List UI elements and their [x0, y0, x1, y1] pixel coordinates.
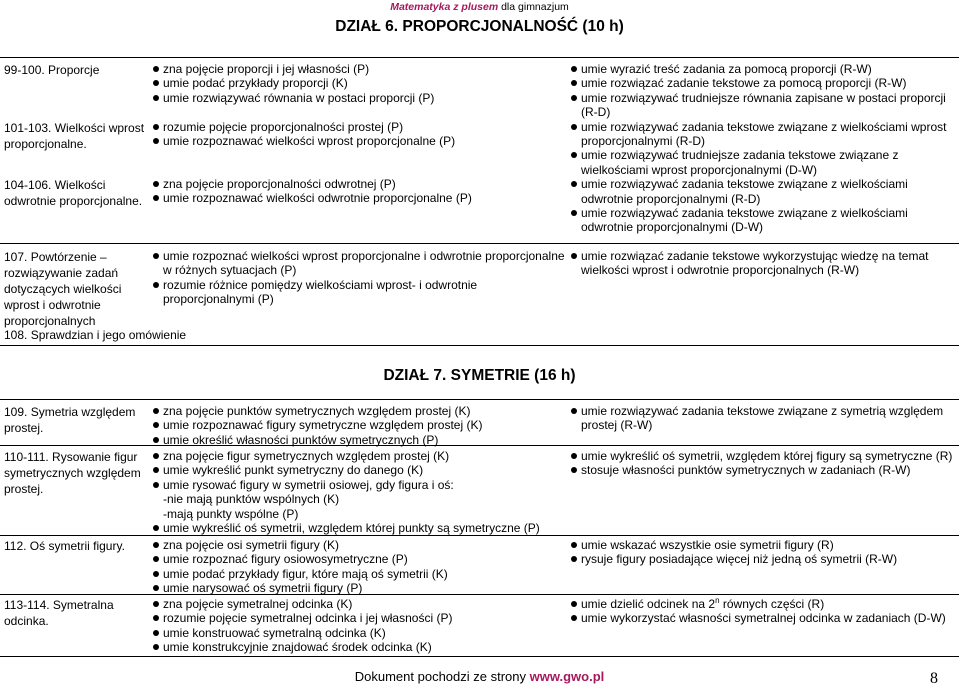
bullet-icon [571, 542, 577, 548]
bullet-icon [153, 630, 159, 636]
lesson-topic: 109. Symetria względem prostej. [4, 405, 136, 435]
list-item: rozumie różnice pomiędzy wielkościami wprost- i odwrotnie proporcjonalnymi (P) [152, 278, 567, 307]
list-item: umie rozwiązywać zadania tekstowe związane z wielkościami odwrotnie proporcjonalnymi (D-W) [570, 206, 956, 235]
page-footer [0, 668, 959, 686]
list-item: zna pojęcie proporcjonalności odwrotnej (P) [152, 177, 567, 191]
bullet-icon [571, 556, 577, 562]
list-subitem: -nie mają punktów wspólnych (K) [163, 492, 340, 507]
bullet-icon [153, 601, 159, 607]
basic-requirements [152, 538, 567, 596]
bullet-icon [571, 408, 577, 414]
bullet-icon [571, 66, 577, 72]
lesson-topic: 108. Sprawdzian i jego omówienie [4, 328, 187, 342]
list-item: umie podać przykłady proporcji (K) [152, 76, 567, 90]
list-item: umie rozpoznawać wielkości wprost proporcjonalne (P) [152, 134, 567, 148]
bullet-icon [571, 467, 577, 473]
table-rule [0, 656, 959, 657]
list-item: umie dzielić odcinek na 2$^n$ równych części (R) [570, 597, 956, 611]
bullet-icon [571, 253, 577, 259]
bullet-icon [153, 542, 159, 548]
bullet-icon [571, 615, 577, 621]
list-item: umie wyrazić treść zadania za pomocą proporcji (R-W) [570, 62, 956, 76]
list-item: umie rozwiązywać zadania tekstowe związane z wielkościami wprost proporcjonalnymi (R-D) [570, 120, 956, 149]
list-item: umie wykreślić oś symetrii, względem której figury są symetryczne (R) [570, 449, 956, 463]
list-item: umie wykreślić punkt symetryczny do danego (K) [152, 463, 567, 477]
chapter-title: DZIAŁ 7. SYMETRIE (16 h) [383, 367, 576, 384]
lesson-topic: 104-106. Wielkości odwrotnie proporcjonalne. [4, 178, 143, 208]
list-item: umie rozwiązywać równania w postaci proporcji (P) [152, 91, 567, 105]
bullet-icon [153, 124, 159, 130]
list-item: umie rozwiązywać zadania tekstowe związane z symetrią względem prostej (R-W) [570, 404, 956, 433]
bullet-icon [153, 585, 159, 591]
list-item: umie wskazać wszystkie osie symetrii figury (R) [570, 538, 956, 552]
bullet-icon [153, 437, 159, 443]
footer-text: Dokument pochodzi ze strony [354, 669, 530, 684]
list-item: rozumie pojęcie symetralnej odcinka i jej własności (P) [152, 611, 567, 625]
list-item: umie narysować oś symetrii figury (P) [152, 581, 567, 595]
list-item: umie rozwiązać zadanie tekstowe za pomocą proporcji (R-W) [570, 76, 956, 90]
bullet-icon [153, 556, 159, 562]
footer-link[interactable]: www.gwo.pl [529, 669, 605, 684]
list-item: umie rozwiązywać zadania tekstowe związane z wielkościami odwrotnie proporcjonalnymi (R-D) [570, 177, 956, 206]
list-item: umie podać przykłady figur, które mają oś symetrii (K) [152, 567, 567, 581]
chapter-title: DZIAŁ 6. PROPORCJONALNOŚĆ (10 h) [335, 18, 624, 35]
list-item: rozumie pojęcie proporcjonalności prostej (P) [152, 120, 567, 134]
bullet-icon [153, 80, 159, 86]
bullet-icon [571, 601, 577, 607]
page-number: 8 [930, 670, 938, 687]
bullet-icon [153, 467, 159, 473]
extended-requirements [570, 62, 956, 235]
bullet-icon [153, 95, 159, 101]
bullet-icon [153, 195, 159, 201]
bullet-icon [153, 253, 159, 259]
basic-requirements [152, 597, 567, 655]
extended-requirements [570, 597, 956, 626]
list-item: zna pojęcie proporcji i jej własności (P) [152, 62, 567, 76]
brand-suffix: dla gimnazjum [498, 1, 569, 13]
publisher-header [0, 0, 959, 14]
basic-requirements [152, 449, 567, 535]
bullet-icon [571, 453, 577, 459]
bullet-icon [153, 282, 159, 288]
bullet-icon [153, 453, 159, 459]
extended-requirements [570, 404, 956, 433]
list-item: umie rysować figury w symetrii osiowej, gdy figura i oś: [152, 478, 567, 492]
lesson-topic: 99-100. Proporcje [4, 63, 100, 77]
basic-requirements [152, 249, 567, 307]
bullet-icon [571, 80, 577, 86]
list-item: umie określić własności punktów symetrycznych (P) [152, 433, 567, 447]
table-rule [0, 345, 959, 346]
list-item: umie konstrukcyjnie znajdować środek odcinka (K) [152, 640, 567, 654]
bullet-icon [153, 181, 159, 187]
list-item: umie konstruować symetralną odcinka (K) [152, 626, 567, 640]
bullet-icon [571, 124, 577, 130]
list-item: rysuje figury posiadające więcej niż jedną oś symetrii (R-W) [570, 552, 956, 566]
list-subitem: -mają punkty wspólne (P) [163, 506, 299, 521]
bullet-icon [571, 152, 577, 158]
extended-requirements [570, 538, 956, 567]
list-item: umie rozwiązywać trudniejsze równania zapisane w postaci proporcji (R-D) [570, 91, 956, 120]
bullet-icon [153, 66, 159, 72]
lesson-topic: 113-114. Symetralna odcinka. [4, 598, 114, 628]
bullet-icon [571, 95, 577, 101]
table-rule [0, 399, 959, 400]
brand-name: Matematyka z plusem [390, 1, 499, 13]
lesson-topic: 110-111. Rysowanie figur symetrycznych względem prostej. [4, 450, 141, 496]
list-item: umie rozwiązać zadanie tekstowe wykorzystując wiedzę na temat wielkości wprost i odwrotnie proporcjonalnych (R-W) [570, 249, 956, 278]
list-item: zna pojęcie symetralnej odcinka (K) [152, 597, 567, 611]
bullet-icon [153, 408, 159, 414]
list-item: zna pojęcie punktów symetrycznych względem prostej (K) [152, 404, 567, 418]
bullet-icon [153, 615, 159, 621]
bullet-icon [153, 644, 159, 650]
lesson-topic: 107. Powtórzenie – rozwiązywanie zadań dotyczących wielkości wprost i odwrotnie proporcjonalnych [4, 250, 122, 328]
list-item: zna pojęcie osi symetrii figury (K) [152, 538, 567, 552]
list-item: umie rozpoznać figury osiowosymetryczne (P) [152, 552, 567, 566]
bullet-icon [153, 138, 159, 144]
basic-requirements [152, 62, 567, 105]
table-rule [0, 243, 959, 244]
bullet-icon [571, 181, 577, 187]
basic-requirements [152, 404, 567, 447]
lesson-topic: 112. Oś symetrii figury. [4, 539, 125, 553]
table-rule [0, 57, 959, 58]
list-item: umie rozwiązywać trudniejsze zadania tekstowe związane z wielkościami wprost proporcjonalnymi (D-W) [570, 148, 956, 177]
list-item: umie rozpoznawać figury symetryczne względem prostej (K) [152, 418, 567, 432]
bullet-icon [153, 422, 159, 428]
list-item: umie wykorzystać własności symetralnej odcinka w zadaniach (D-W) [570, 611, 956, 625]
bullet-icon [153, 525, 159, 531]
bullet-icon [571, 210, 577, 216]
list-item: umie rozpoznawać wielkości odwrotnie proporcjonalne (P) [152, 191, 567, 205]
list-item: stosuje własności punktów symetrycznych w zadaniach (R-W) [570, 463, 956, 477]
lesson-topic: 101-103. Wielkości wprost proporcjonalne. [4, 121, 145, 151]
superscript-n: n [715, 596, 720, 605]
extended-requirements [570, 249, 956, 278]
list-item: umie wykreślić oś symetrii, względem której punkty są symetryczne (P) [152, 521, 567, 535]
list-item: zna pojęcie figur symetrycznych względem prostej (K) [152, 449, 567, 463]
extended-requirements [570, 449, 956, 478]
basic-requirements [152, 177, 567, 206]
basic-requirements [152, 120, 567, 149]
list-item: umie rozpoznać wielkości wprost proporcjonalne i odwrotnie proporcjonalne w różnych sytuacjach (P) [152, 249, 567, 278]
bullet-icon [153, 482, 159, 488]
bullet-icon [153, 571, 159, 577]
